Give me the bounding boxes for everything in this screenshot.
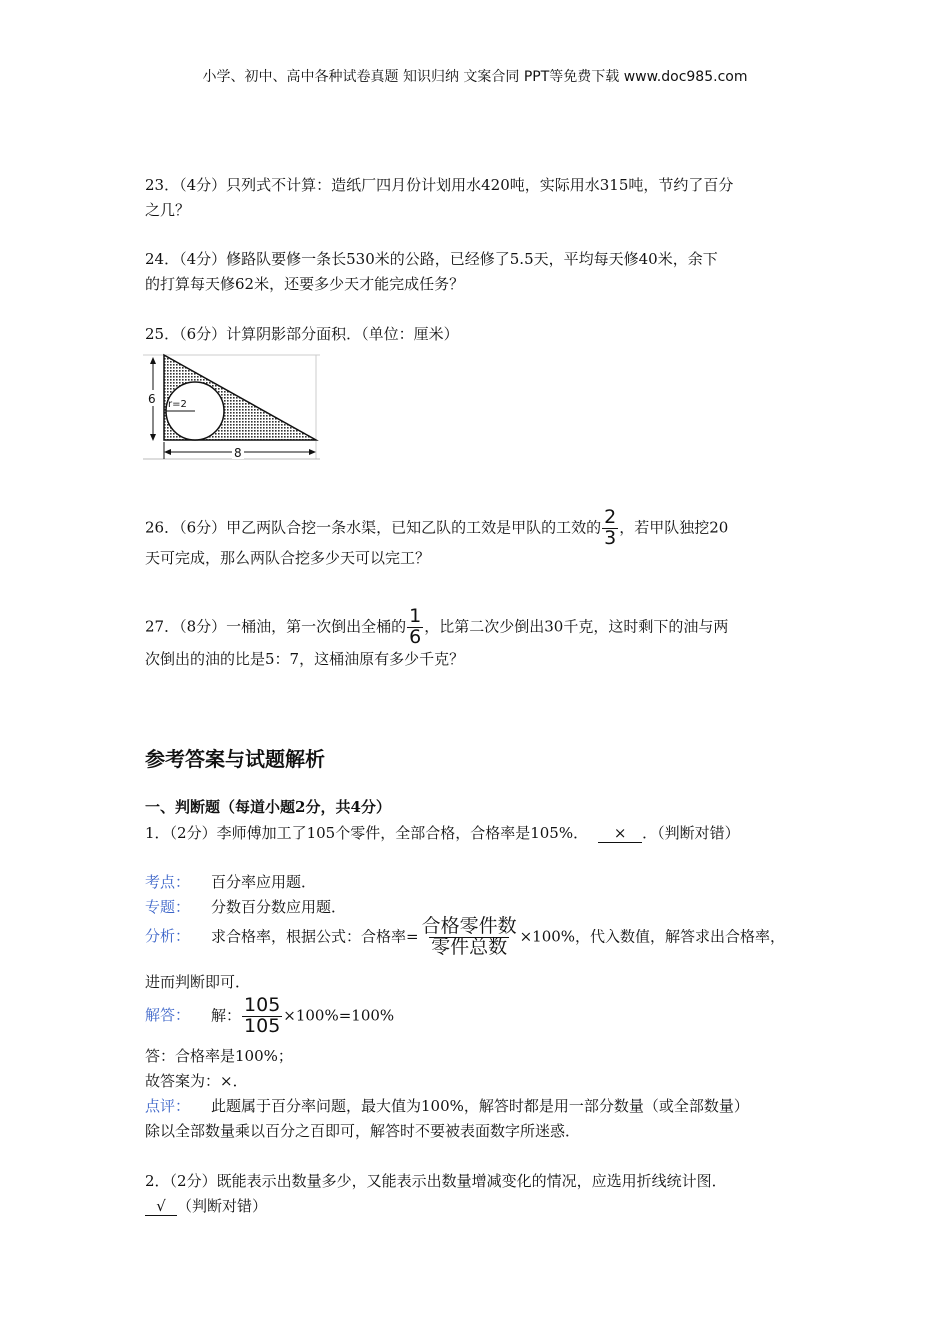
fenxi-suffix: ×100%，代入数值，解答求出合格率， bbox=[519, 927, 786, 946]
q26-line2: 天可完成，那么两队合挖多少天可以完工？ bbox=[145, 549, 431, 567]
answers-title: 参考答案与试题解析 bbox=[145, 747, 325, 771]
fenxi-frac-den: 零件总数 bbox=[431, 935, 508, 958]
a1-stem-text: 1．（2分）李师傅加工了105个零件，全部合格，合格率是105%． bbox=[145, 824, 589, 842]
a1-stem-end: ．（判断对错） bbox=[642, 824, 740, 842]
q26-fraction bbox=[602, 508, 618, 549]
q26-frac-num: 2 bbox=[604, 506, 617, 528]
zhuanti-text: 分数百分数应用题． bbox=[211, 898, 347, 916]
q27-line2: 次倒出的油的比是5：7，这桶油原有多少千克？ bbox=[145, 650, 465, 668]
fenxi-prefix: 求合格率，根据公式：合格率= bbox=[211, 927, 419, 946]
q26-frac-den: 3 bbox=[604, 526, 617, 549]
q24-line2: 的打算每天修62米，还要多少天才能完成任务？ bbox=[145, 275, 465, 293]
page-header: 小学、初中、高中各种试卷真题 知识归纳 文案合同 PPT等免费下载 www.doc985.com bbox=[202, 69, 748, 85]
q26-prefix: 26．（6分）甲乙两队合挖一条水渠，已知乙队的工效是甲队的工效的 bbox=[145, 518, 602, 537]
a1-kaodian bbox=[145, 871, 316, 892]
base-label: 8 bbox=[234, 446, 242, 460]
a2-stem: 2．（2分）既能表示出数量多少，又能表示出数量增减变化的情况，应选用折线统计图． bbox=[145, 1172, 727, 1190]
a1-dianping bbox=[145, 1095, 749, 1116]
a1-jieda bbox=[145, 996, 394, 1037]
fenxi-frac-num: 合格零件数 bbox=[421, 915, 517, 937]
radius-label: r=2 bbox=[168, 399, 187, 410]
answers-section-heading: 一、判断题（每道小题2分，共4分） bbox=[145, 798, 391, 816]
a1-fenxi bbox=[145, 917, 785, 958]
a2-answer-line bbox=[145, 1195, 267, 1216]
q24-line1: 24．（4分）修路队要修一条长530米的公路，已经修了5.5天，平均每天修40米，余下 bbox=[145, 250, 718, 268]
a1-fenxi-line2: 进而判断即可． bbox=[145, 973, 251, 991]
a1-stem bbox=[145, 822, 740, 843]
q27-line1 bbox=[145, 607, 728, 648]
a1-dianping-line2: 除以全部数量乘以百分之百即可，解答时不要被表面数字所迷惑． bbox=[145, 1122, 581, 1140]
dianping-label: 点评： bbox=[145, 1097, 191, 1115]
a2-stem-end: （判断对错） bbox=[177, 1197, 268, 1215]
dianping-text: 此题属于百分率问题，最大值为100%，解答时都是用一部分数量（或全部数量） bbox=[211, 1097, 749, 1115]
fenxi-fraction bbox=[420, 917, 519, 958]
height-label: 6 bbox=[148, 392, 156, 406]
fenxi-label: 分析： bbox=[145, 927, 191, 946]
q27-frac-num: 1 bbox=[409, 605, 422, 627]
q23-line1: 23．（4分）只列式不计算：造纸厂四月份计划用水420吨，实际用水315吨，节约了百分 bbox=[145, 176, 734, 194]
q25-triangle-figure bbox=[143, 352, 320, 462]
q26-line1 bbox=[145, 508, 728, 549]
jieda-fraction bbox=[242, 996, 282, 1037]
q27-frac-den: 6 bbox=[409, 625, 422, 648]
kaodian-text: 百分率应用题． bbox=[211, 873, 317, 891]
a1-da: 答：合格率是100%； bbox=[145, 1047, 293, 1065]
q25-line1: 25．（6分）计算阴影部分面积．（单位：厘米） bbox=[145, 325, 459, 343]
jieda-label: 解答： bbox=[145, 1006, 191, 1025]
jieda-prefix: 解： bbox=[211, 1006, 242, 1025]
jieda-suffix: ×100%=100% bbox=[283, 1006, 395, 1025]
a1-answer-blank: × bbox=[598, 825, 642, 843]
a1-zhuanti bbox=[145, 896, 346, 917]
q26-suffix: ，若甲队独挖20 bbox=[619, 518, 729, 537]
q27-fraction bbox=[407, 607, 423, 648]
q27-prefix: 27．（8分）一桶油，第一次倒出全桶的 bbox=[145, 617, 407, 636]
a1-gu: 故答案为：×． bbox=[145, 1072, 248, 1090]
jieda-frac-num: 105 bbox=[244, 994, 281, 1016]
q27-suffix: ，比第二次少倒出30千克，这时剩下的油与两 bbox=[424, 617, 729, 636]
kaodian-label: 考点： bbox=[145, 873, 191, 891]
q23-line2: 之几？ bbox=[145, 201, 191, 219]
jieda-frac-den: 105 bbox=[244, 1014, 281, 1037]
a2-answer-blank: √ bbox=[145, 1198, 177, 1216]
zhuanti-label: 专题： bbox=[145, 898, 191, 916]
